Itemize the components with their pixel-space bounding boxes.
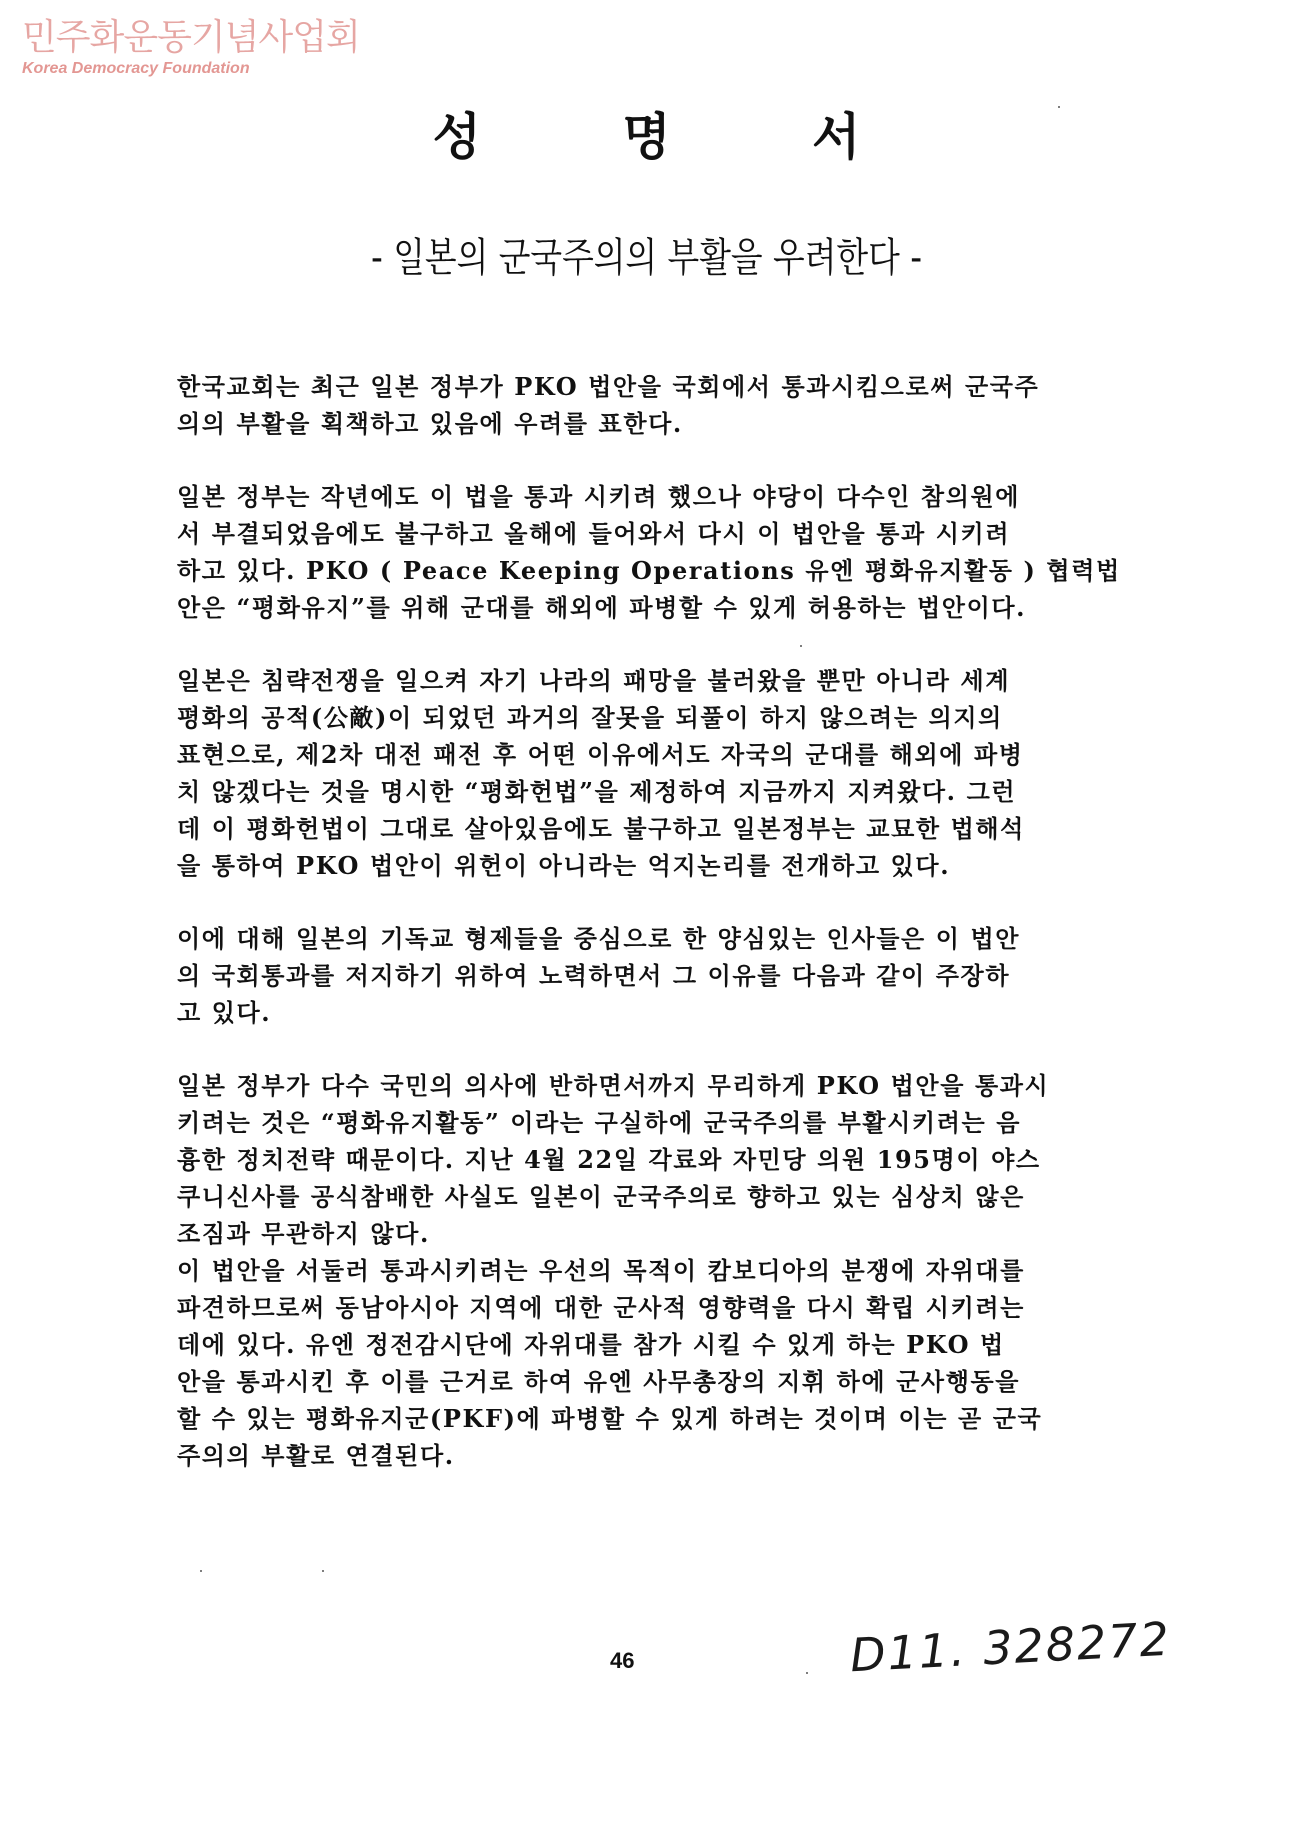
paragraph-5: [177, 1067, 1097, 1252]
text-line: 흉한 정치전략 때문이다. 지난 4월 22일 각료와 자민당 의원 195명이 야스: [177, 1145, 1041, 1174]
text-line: 을 통하여 PKO 법안이 위헌이 아니라는 억지논리를 전개하고 있다.: [177, 851, 951, 880]
text-line: 키려는 것은 “평화유지활동” 이라는 구실하에 군국주의를 부활시키려는 음: [177, 1108, 1022, 1137]
scan-speck: [200, 1570, 202, 1572]
text-line: 이 법안을 서둘러 통과시키려는 우선의 목적이 캄보디아의 분쟁에 자위대를: [177, 1256, 1025, 1285]
text-line: 조짐과 무관하지 않다.: [177, 1219, 430, 1248]
watermark-logo: [22, 17, 360, 78]
text-line: 고 있다.: [177, 998, 272, 1027]
text-line: 표현으로, 제2차 대전 패전 후 어떤 이유에서도 자국의 군대를 해외에 파병: [177, 740, 1024, 769]
page-number: 46: [610, 1648, 635, 1673]
paragraph-6: [177, 1252, 1097, 1474]
text-line: 치 않겠다는 것을 명시한 “평화헌법”을 제정하여 지금까지 지켜왔다. 그런: [177, 777, 1017, 806]
text-line: 안을 통과시킨 후 이를 근거로 하여 유엔 사무총장의 지휘 하에 군사행동을: [177, 1367, 1021, 1396]
paragraph-4: [177, 920, 1097, 1031]
text-line: 데에 있다. 유엔 정전감시단에 자위대를 참가 시킬 수 있게 하는 PKO 법: [177, 1330, 1005, 1359]
text-line: 쿠니신사를 공식참배한 사실도 일본이 군국주의로 향하고 있는 심상치 않은: [177, 1182, 1025, 1211]
text-line: 주의의 부활로 연결된다.: [177, 1441, 455, 1470]
text-line: 평화의 공적(公敵)이 되었던 과거의 잘못을 되풀이 하지 않으려는 의지의: [177, 703, 1003, 732]
text-line: 서 부결되었음에도 불구하고 올해에 들어와서 다시 이 법안을 통과 시키려: [177, 519, 1011, 548]
paragraph-2: [177, 478, 1121, 626]
text-line: 데 이 평화헌법이 그대로 살아있음에도 불구하고 일본정부는 교묘한 법해석: [177, 814, 1025, 843]
scan-speck: [806, 1672, 808, 1674]
paragraph-3: [177, 662, 1097, 884]
document-subtitle: - 일본의 군국주의의 부활을 우려한다 -: [370, 235, 923, 281]
statement-body: [177, 368, 1121, 1474]
watermark-korean-text: 민주화운동기념사업회: [22, 17, 360, 58]
text-line: 의 국회통과를 저지하기 위하여 노력하면서 그 이유를 다음과 같이 주장하: [177, 961, 1011, 990]
text-line: 의의 부활을 획책하고 있음에 우려를 표한다.: [177, 409, 683, 438]
text-line: 일본 정부가 다수 국민의 의사에 반하면서까지 무리하게 PKO 법안을 통과시: [177, 1071, 1050, 1100]
text-line: 파견하므로써 동남아시아 지역에 대한 군사적 영향력을 다시 확립 시키려는: [177, 1293, 1025, 1322]
text-line: 일본은 침략전쟁을 일으켜 자기 나라의 패망을 불러왔을 뿐만 아니라 세계: [177, 666, 1011, 695]
scan-speck: [1058, 106, 1060, 108]
watermark-english-text: Korea Democracy Foundation: [22, 60, 250, 77]
text-line: 할 수 있는 평화유지군(PKF)에 파병할 수 있게 하려는 것이며 이는 곧 군국: [177, 1404, 1043, 1433]
text-line: 한국교회는 최근 일본 정부가 PKO 법안을 국회에서 통과시킴으로써 군국주: [177, 372, 1040, 401]
paragraph-1: [177, 368, 1097, 442]
text-line: 안은 “평화유지”를 위해 군대를 해외에 파병할 수 있게 허용하는 법안이다.: [177, 593, 1027, 622]
text-line: 이에 대해 일본의 기독교 형제들을 중심으로 한 양심있는 인사들은 이 법안: [177, 924, 1021, 953]
handwritten-archive-number: D11. 328272: [848, 1611, 1173, 1683]
document-title: 성 명 서: [432, 107, 923, 166]
text-line: 하고 있다. PKO ( Peace Keeping Operations 유엔 평화유지활동 ) 협력법: [177, 556, 1121, 585]
text-line: 일본 정부는 작년에도 이 법을 통과 시키려 했으나 야당이 다수인 참의원에: [177, 482, 1021, 511]
scan-speck: [322, 1570, 324, 1572]
scan-speck: [800, 645, 802, 647]
